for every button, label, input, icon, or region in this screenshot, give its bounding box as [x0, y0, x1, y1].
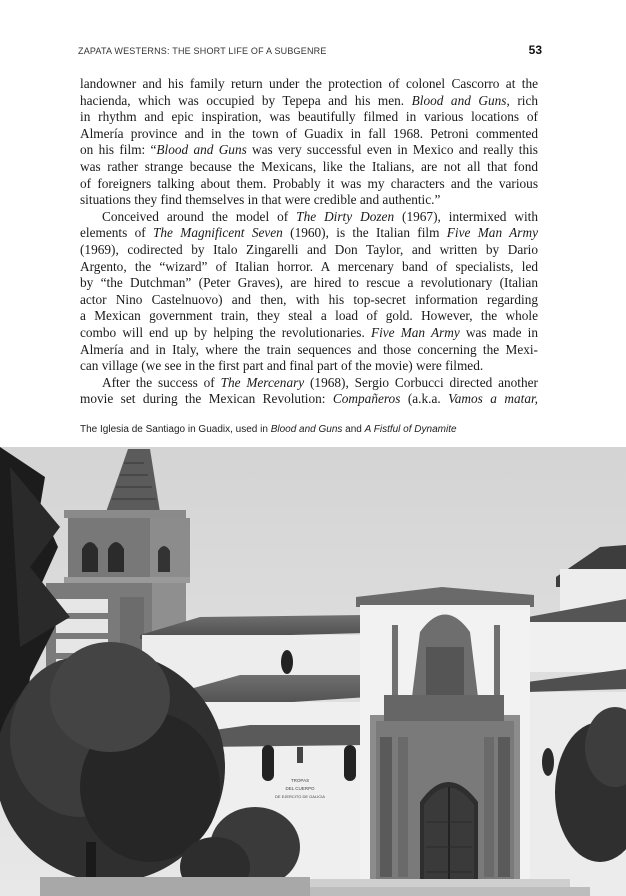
- plaque-line-3: DE EJERCITO DE GALICIA: [275, 794, 325, 799]
- text-line: a Mexican government train, they steal a load of gold. However, the whole: [80, 308, 538, 324]
- text-line: landowner and his family return under the protection of colonel Cascorro at the: [80, 76, 538, 91]
- page-number: 53: [528, 43, 542, 57]
- church-photograph: [0, 447, 626, 896]
- text-line: in rhythm and epic inspiration, was beautifully filmed in various locations of: [80, 109, 538, 125]
- text-line: combo will end up by helping the revolutionaries. Five Man Army was made in: [80, 324, 538, 340]
- text-line: Conceived around the model of The Dirty Dozen (1967), intermixed with: [102, 208, 538, 224]
- text-line: of foreigners talking about them. Probably it was my characters and the various: [80, 175, 538, 191]
- plaque-line-1: TROPAS: [290, 778, 310, 783]
- running-header: [78, 43, 542, 57]
- paragraph: [80, 76, 538, 209]
- text-line: can village (we see in the first part and final part of the movie) were filmed.: [80, 358, 484, 374]
- text-line: was rather strange because the Mexicans, like the Italians, are not all that fond: [80, 158, 538, 174]
- text-line: After the success of The Mercenary (1968), Sergio Corbucci directed another: [102, 374, 538, 390]
- text-line: situations they find themselves in that were credible and authentic.”: [80, 192, 441, 208]
- body-text: [80, 76, 538, 408]
- text-line: on his film: “Blood and Guns was very successful even in Mexico and really this: [80, 142, 538, 158]
- plaque-line-2: DEL CUERPO: [285, 786, 315, 791]
- text-line: (1969), codirected by Italo Zingarelli and Don Taylor, and written by Dario: [80, 241, 538, 257]
- figure-caption: The Iglesia de Santiago in Guadix, used in Blood and Guns and A Fistful of Dynamite: [80, 424, 457, 435]
- text-line: actor Nino Castelnuovo) and then, with his top-secret information regarding: [80, 291, 538, 307]
- text-line: hacienda, which was occupied by Tepepa and his men. Blood and Guns, rich: [80, 92, 539, 108]
- running-title: ZAPATA WESTERNS: THE SHORT LIFE OF A SUBGENRE: [78, 46, 327, 56]
- text-line: Argento, the “wizard” of Italian horror. A mercenary band of specialists, led: [80, 258, 538, 274]
- text-line: movie set during the Mexican Revolution: Compañeros (a.k.a. Vamos a matar,: [80, 391, 538, 407]
- text-line: by “the Dutchman” (Peter Graves), are hired to rescue a revolutionary (Italian: [80, 275, 538, 291]
- text-line: Almería province and in the town of Guadix in fall 1968. Petroni commented: [80, 125, 538, 141]
- text-line: elements of The Magnificent Seven (1960), is the Italian film Five Man Army: [80, 225, 538, 241]
- text-line: Almería and in Italy, where the train sequences and those concerning the Mexi-: [80, 341, 538, 357]
- paragraph: [80, 375, 538, 408]
- paragraph: [80, 209, 538, 375]
